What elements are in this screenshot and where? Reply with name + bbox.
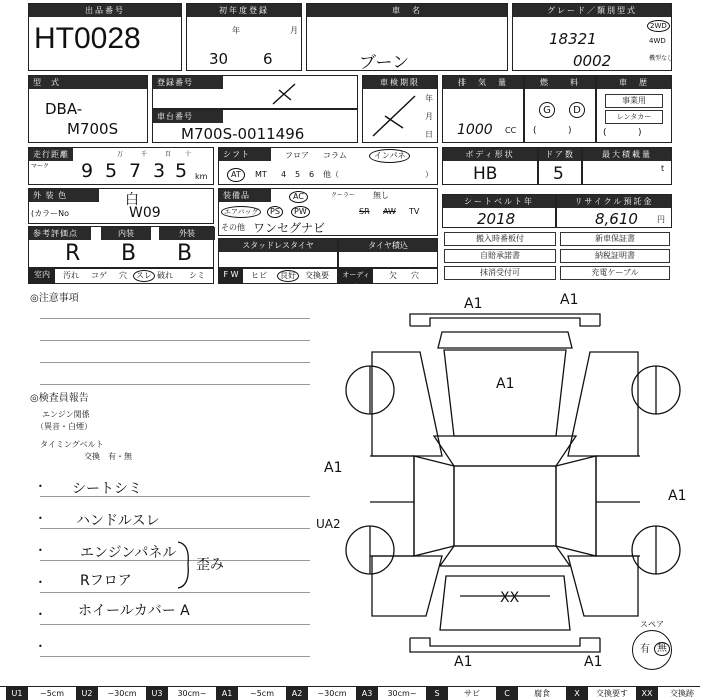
grade-value-2: 0002 <box>573 52 612 70</box>
legend-value: 交換跡 <box>670 689 694 698</box>
mileage-header: 走行距離 <box>29 148 73 161</box>
inspection-header: 車検期限 <box>363 76 437 89</box>
legend-key: A2 <box>286 687 308 700</box>
interior-opt: 穴 <box>119 271 127 280</box>
rating-interior: B <box>121 241 137 266</box>
legend-value: ~5cm <box>250 689 274 698</box>
legend-key: A1 <box>216 687 238 700</box>
paper-item: 納税証明書 <box>560 249 670 263</box>
equip-cooler: クーラー <box>331 192 356 199</box>
audio-row <box>338 268 438 291</box>
note-rule <box>40 656 310 657</box>
first-reg-year: 30 <box>209 50 229 68</box>
engine-label: エンジン関係 <box>42 410 90 419</box>
grade-value-1: 18321 <box>549 30 597 48</box>
rating-cell <box>28 226 214 268</box>
interior-row <box>28 268 214 284</box>
mileage-unit-sen: 千 <box>141 151 148 158</box>
shift-floor: フロア <box>285 151 309 160</box>
doors-value: 5 <box>553 164 564 184</box>
legend-key: A3 <box>356 687 378 700</box>
drive-4wd: 4WD <box>649 37 666 45</box>
bracket-note: 歪み <box>196 557 224 573</box>
legend-value: 30cm~ <box>387 689 417 698</box>
note-item: Rフロア <box>80 573 132 589</box>
legend-key: S <box>426 687 448 700</box>
mileage-unit-man: 万 <box>117 151 124 158</box>
note-bullet: • <box>38 482 43 491</box>
body-type-header: ボディ形状 <box>443 148 537 161</box>
tire-header: タイヤ積込 <box>339 239 437 252</box>
displacement-cell <box>442 75 524 143</box>
equip-airbag: エアバッグ <box>221 206 261 218</box>
fuel-paren: ( ) <box>533 126 572 136</box>
interior-opt: 破れ <box>157 271 173 280</box>
max-load-unit: t <box>661 164 665 173</box>
legend-key: U1 <box>6 687 28 700</box>
inspection-cell <box>362 75 438 143</box>
shift-header: シフト <box>219 148 271 161</box>
interior-opt: コゲ <box>91 271 107 280</box>
first-registration-header: 初年度登録 <box>187 4 301 17</box>
history-paren: ( ) <box>603 128 642 138</box>
registration-number-cell <box>152 75 358 109</box>
damage-mark: XX <box>500 590 520 606</box>
shift-gear: 4 <box>281 170 287 179</box>
audio-opt: 欠 <box>389 271 397 280</box>
model-cell <box>28 75 148 143</box>
shift-at: AT <box>227 168 245 182</box>
inspection-day-label: 日 <box>425 130 433 139</box>
note-rule <box>40 340 310 341</box>
mileage-digit: 7 <box>129 160 142 182</box>
first-reg-year-label: 年 <box>232 26 240 35</box>
doors-cell <box>538 147 582 185</box>
first-reg-month-label: 月 <box>290 26 298 35</box>
seatbelt-header: シートベルト年 <box>443 195 555 208</box>
equip-ac: AC <box>289 191 308 203</box>
note-bullet: • <box>38 610 43 619</box>
drive-2wd: 2WD <box>647 20 670 32</box>
spare-label: スペア <box>640 620 664 629</box>
body-type: HB <box>473 164 498 184</box>
inspection-strike-mark <box>363 76 439 144</box>
legend-key: XX <box>636 687 658 700</box>
registration-strike-mark <box>153 76 359 110</box>
equip-other-label: その他 <box>221 223 245 232</box>
spare-no: 無 <box>654 642 670 656</box>
mileage-cell <box>28 147 214 185</box>
legend-value: サビ <box>464 689 480 698</box>
fw-opt: ヒビ <box>251 271 267 280</box>
history-cell <box>596 75 672 143</box>
tire-cell <box>338 238 438 268</box>
note-rule <box>40 384 310 385</box>
car-name-header: 車 名 <box>307 4 507 17</box>
note-rule <box>40 592 310 593</box>
note-item: ハンドルスレ <box>76 513 160 529</box>
shift-mt: MT <box>255 170 267 179</box>
seatbelt-cell <box>442 194 556 228</box>
seatbelt-year: 2018 <box>477 210 516 228</box>
history-header: 車 歴 <box>597 76 671 89</box>
rating-header: 参考評価点 <box>29 227 91 240</box>
car-diagram <box>316 292 700 670</box>
legend-value: 30cm~ <box>177 689 207 698</box>
chassis-number-header: 車台番号 <box>153 110 223 123</box>
rating-exterior: B <box>177 241 193 266</box>
max-load-cell <box>582 147 672 185</box>
spare-yes: 有 <box>640 644 650 655</box>
color-value: 白 <box>125 192 139 208</box>
note-rule <box>40 318 310 319</box>
interior-opt: スレ <box>133 270 155 282</box>
damage-mark: A1 <box>584 654 603 670</box>
fw-row <box>218 268 338 284</box>
note-bullet: • <box>38 546 43 555</box>
timing-sub: 交換 有・無 <box>84 452 132 461</box>
mileage-digit: 9 <box>81 160 94 182</box>
chassis-number-cell <box>152 109 358 143</box>
grade-header: グレード／類別型式 <box>513 4 671 17</box>
legend-key: U3 <box>146 687 168 700</box>
color-header: 外 装 色 <box>29 189 99 202</box>
equip-sr: SR <box>359 207 370 216</box>
shift-instrument-panel: インパネ <box>369 149 410 163</box>
recycle-unit: 円 <box>657 215 665 224</box>
note-bullet: • <box>38 514 43 523</box>
paper-item: 新車保証書 <box>560 232 670 246</box>
mileage-mark: マーク <box>31 163 50 170</box>
displacement-unit: CC <box>505 126 517 135</box>
chassis-number: M700S-0011496 <box>181 125 305 143</box>
first-registration-cell <box>186 3 302 71</box>
equip-none: 無し <box>373 191 389 200</box>
engine-sub: （異音・白煙） <box>36 422 92 431</box>
damage-mark: A1 <box>560 292 579 308</box>
mileage-digit: 5 <box>105 160 118 182</box>
legend-key: C <box>496 687 518 700</box>
legend-value: ~5cm <box>40 689 64 698</box>
lot-number: HT0028 <box>34 22 141 55</box>
paper-item: 充電ケーブル <box>560 266 670 280</box>
model-header: 型 式 <box>29 76 147 89</box>
audio-opt: 穴 <box>411 271 419 280</box>
interior-row-label: 室内 <box>29 269 55 283</box>
lot-number-header: 出品番号 <box>29 4 181 17</box>
drive-none: 機型なし <box>649 55 674 62</box>
inspection-month-label: 月 <box>425 112 433 121</box>
fuel-diesel: D <box>569 102 585 118</box>
shift-column: コラム <box>323 151 347 160</box>
fw-label: F W <box>219 269 243 283</box>
legend-value: 交換要す <box>596 689 628 698</box>
damage-mark: A1 <box>668 488 687 504</box>
note-rule <box>40 624 310 625</box>
doors-header: ドア数 <box>539 148 581 161</box>
rating-interior-header: 内装 <box>101 227 151 240</box>
note-bullet: • <box>38 578 43 587</box>
rating-overall: R <box>65 241 81 266</box>
shift-gear: 6 <box>309 170 315 179</box>
damage-mark: A1 <box>464 296 483 312</box>
equip-pw: PW <box>291 206 310 218</box>
equip-other-value: ワンセグナビ <box>253 221 326 235</box>
lot-number-cell <box>28 3 182 71</box>
note-bracket <box>176 540 196 590</box>
paper-item: 搬入時番板付 <box>444 232 556 246</box>
mileage-unit-km: km <box>195 172 208 181</box>
studless-cell <box>218 238 338 268</box>
mileage-digit: 5 <box>175 160 188 182</box>
legend-key: U2 <box>76 687 98 700</box>
model-line-1: DBA- <box>45 100 83 118</box>
fuel-header: 燃 料 <box>525 76 595 89</box>
fw-opt: 良好 <box>277 270 299 282</box>
displacement-value: 1000 <box>457 122 493 138</box>
fw-opt: 交換要 <box>305 271 329 280</box>
damage-legend <box>0 686 700 700</box>
history-rental: レンタカー <box>605 110 663 124</box>
note-item: エンジンパネル <box>80 545 177 561</box>
inspection-year-label: 年 <box>425 94 433 103</box>
registration-number-header: 登録番号 <box>153 76 223 89</box>
fuel-cell <box>524 75 596 143</box>
timing-label: タイミングベルト <box>40 440 104 449</box>
recycle-header: リサイクル預託金 <box>557 195 671 208</box>
body-type-cell <box>442 147 538 185</box>
model-line-2: M700S <box>67 120 119 138</box>
equipment-cell <box>218 188 438 236</box>
grade-cell <box>512 3 672 71</box>
legend-key: X <box>566 687 588 700</box>
interior-opt: シミ <box>189 271 205 280</box>
recycle-cell <box>556 194 672 228</box>
legend-value: ~30cm <box>317 689 347 698</box>
paper-item: 自賠承諾書 <box>444 249 556 263</box>
equip-tv: TV <box>409 207 420 216</box>
car-name: ブーン <box>359 53 410 73</box>
car-name-cell <box>306 3 508 71</box>
shift-cell <box>218 147 438 185</box>
shift-other-close: ） <box>425 170 433 179</box>
interior-opt: 汚れ <box>63 271 79 280</box>
displacement-header: 排 気 量 <box>443 76 523 89</box>
equip-ps: PS <box>267 206 283 218</box>
audio-label: オーディオ <box>339 269 373 283</box>
inspector-title: ◎検査員報告 <box>30 393 89 404</box>
caution-title: ◎注意事項 <box>30 293 79 304</box>
note-bullet: • <box>38 642 43 651</box>
damage-mark: A1 <box>496 376 515 392</box>
studless-header: スタッドレスタイヤ <box>219 239 337 252</box>
mileage-unit-hyaku: 百 <box>165 151 172 158</box>
damage-mark: A1 <box>454 654 473 670</box>
recycle-value: 8,610 <box>595 210 638 228</box>
damage-mark: UA2 <box>316 517 341 531</box>
max-load-header: 最大積載量 <box>583 148 671 161</box>
note-item: ホイールカバー A <box>78 603 190 619</box>
legend-value: ~30cm <box>107 689 137 698</box>
equipment-header: 装備品 <box>219 189 271 202</box>
mileage-unit-ju: 十 <box>185 151 192 158</box>
shift-gear: 5 <box>295 170 301 179</box>
first-reg-month: 6 <box>263 50 273 68</box>
color-code: W09 <box>129 205 161 221</box>
equip-aw: AW <box>383 207 396 216</box>
shift-other: 他（ <box>323 170 339 179</box>
paper-item: 抹消受付可 <box>444 266 556 280</box>
mileage-digit: 3 <box>153 160 166 182</box>
damage-mark: A1 <box>324 460 343 476</box>
legend-value: 腐食 <box>534 689 550 698</box>
fuel-gasoline: G <box>539 102 555 118</box>
history-business: 事業用 <box>605 94 663 108</box>
color-number-label: (カラーNo <box>31 209 69 218</box>
note-rule <box>40 362 310 363</box>
color-cell <box>28 188 214 224</box>
rating-exterior-header: 外装 <box>159 227 215 240</box>
note-item: シートシミ <box>72 481 142 497</box>
